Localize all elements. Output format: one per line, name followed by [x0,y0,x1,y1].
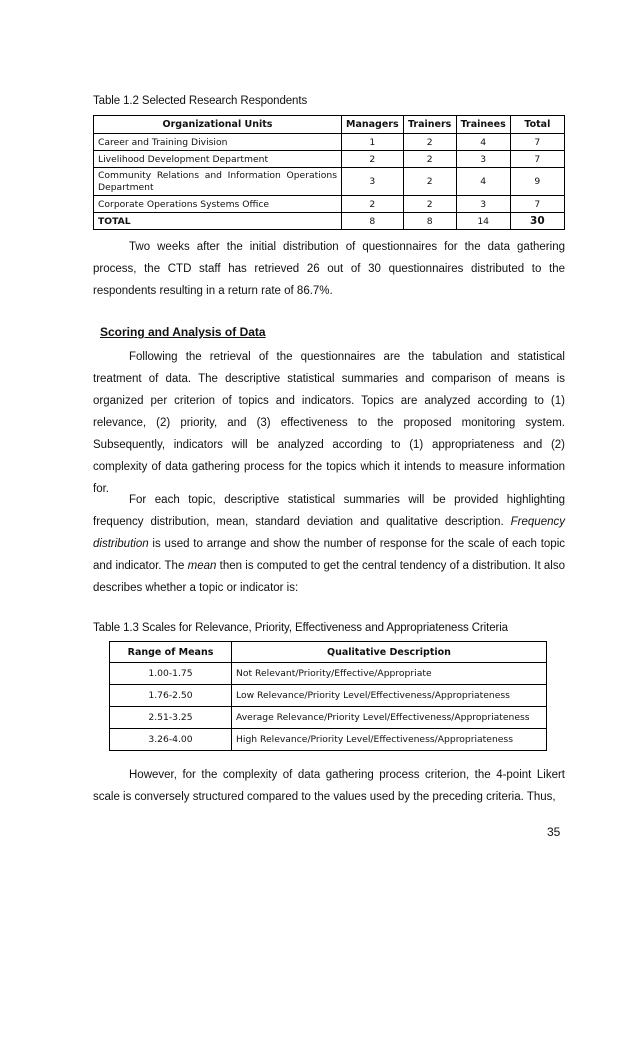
trainees-cell: 4 [456,168,510,196]
range-cell: 3.26-4.00 [110,729,232,751]
description-cell: High Relevance/Priority Level/Effectiveness/Appropriateness [232,729,547,751]
analysis-paragraph [93,346,565,500]
grand-total: 30 [510,213,564,230]
paragraph-text: Two weeks after the initial distribution of questionnaires for the data gathering process, the CTD staff has retrieved 26 out of 30 questionnaires distributed to the respondents resulting in a return rate of 86.7%. [93,241,565,297]
paragraph-text: However, for the complexity of data gathering process criterion, the 4-point Likert scale is conversely structured compared to the values used by the preceding criteria. Thus, [93,769,565,803]
table-row [94,196,565,213]
unit-cell: Career and Training Division [94,134,342,151]
range-cell: 1.76-2.50 [110,685,232,707]
total-label: TOTAL [94,213,342,230]
table-row [94,168,565,196]
header-organizational-units: Organizational Units [94,116,342,134]
scales-table [109,641,547,751]
unit-cell: Corporate Operations Systems Office [94,196,342,213]
trainees-cell: 3 [456,151,510,168]
unit-cell: Community Relations and Information Operations Department [94,168,342,196]
trainees-cell: 4 [456,134,510,151]
description-cell: Not Relevant/Priority/Effective/Appropriate [232,663,547,685]
managers-cell: 2 [342,151,404,168]
mean-term: mean [187,560,217,572]
section-heading: Scoring and Analysis of Data [100,325,266,339]
unit-cell: Livelihood Development Department [94,151,342,168]
managers-cell: 2 [342,196,404,213]
table-row [110,707,547,729]
paragraph-text-part: is used to arrange and show the number of response for the scale of each topic and indicator. The [93,538,565,572]
trainees-cell: 3 [456,196,510,213]
range-cell: 1.00-1.75 [110,663,232,685]
managers-total: 8 [342,213,404,230]
table-1-3-caption: Table 1.3 Scales for Relevance, Priority, Effectiveness and Appropriateness Criteria [93,622,508,634]
table-row [94,151,565,168]
header-trainers: Trainers [403,116,456,134]
total-cell: 9 [510,168,564,196]
header-trainees: Trainees [456,116,510,134]
total-cell: 7 [510,151,564,168]
header-total: Total [510,116,564,134]
likert-paragraph [93,764,565,808]
paragraph-text [93,489,565,599]
header-qualitative-description: Qualitative Description [232,642,547,663]
description-cell: Low Relevance/Priority Level/Effectiveness/Appropriateness [232,685,547,707]
table-row [110,663,547,685]
frequency-distribution-term: Frequency distribution [93,516,565,550]
page-number: 35 [547,825,561,839]
header-range-of-means: Range of Means [110,642,232,663]
paragraph-text: Following the retrieval of the questionnaires are the tabulation and statistical treatment of data. The descriptive statistical summaries and comparison of means is organized per criterion of topics and indicators. Topics are analyzed according to (1) relevance, (2) priority, and (3) effectiveness to the proposed monitoring system. Subsequently, indicators will be analyzed according to (1) appropriateness and (2) complexity of data gathering process for the topics which it intends to measure information for. [93,351,565,495]
total-row [94,213,565,230]
return-rate-paragraph [93,236,565,302]
total-cell: 7 [510,134,564,151]
range-cell: 2.51-3.25 [110,707,232,729]
trainers-cell: 2 [403,196,456,213]
table-header-row [94,116,565,134]
table-row [110,685,547,707]
table-header-row [110,642,547,663]
respondents-table [93,115,565,230]
table-row [110,729,547,751]
table-row [94,134,565,151]
paragraph-text-part: For each topic, descriptive statistical summaries will be provided highlighting frequency distribution, mean, standard deviation and qualitative description. [93,494,565,528]
trainers-total: 8 [403,213,456,230]
trainers-cell: 2 [403,134,456,151]
descriptive-summary-paragraph [93,489,565,599]
header-managers: Managers [342,116,404,134]
paragraph-text-part: then is computed to get the central tendency of a distribution. It also describes whether a topic or indicator is: [93,560,565,594]
managers-cell: 3 [342,168,404,196]
trainers-cell: 2 [403,168,456,196]
trainers-cell: 2 [403,151,456,168]
table-1-2-caption: Table 1.2 Selected Research Respondents [93,95,308,107]
total-cell: 7 [510,196,564,213]
managers-cell: 1 [342,134,404,151]
description-cell: Average Relevance/Priority Level/Effectiveness/Appropriateness [232,707,547,729]
trainees-total: 14 [456,213,510,230]
